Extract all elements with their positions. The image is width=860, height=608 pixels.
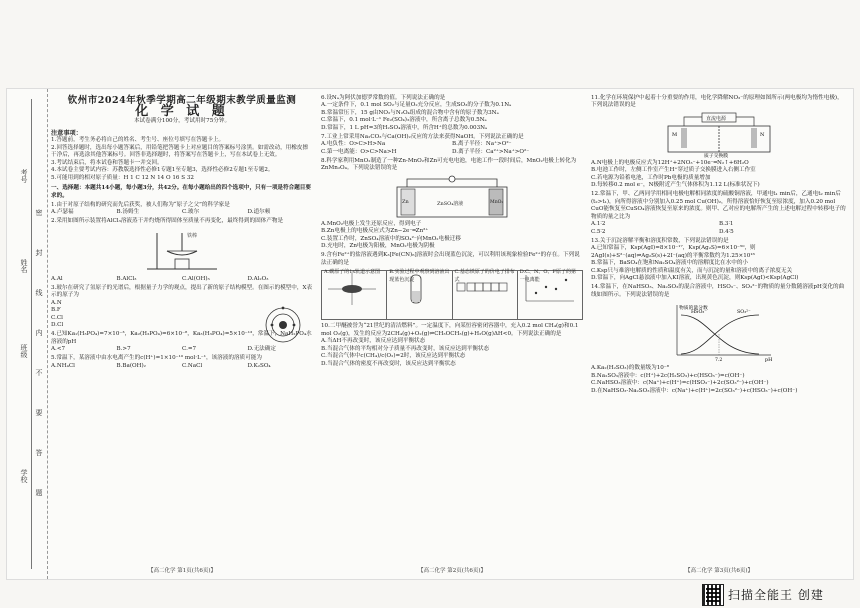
option: B.Ba(OH)₂ [116, 362, 146, 369]
option: D.K₂SO₄ [247, 362, 271, 369]
seal-char: 内 [35, 329, 43, 336]
option: A.当ΔH不再改变时，该反应达到平衡状态 [321, 338, 426, 344]
question-stem: 7.工业上常采用Na₂CO₃与Ca(OH)₂反应的方法来获得NaOH。下列说法正确的是 [321, 133, 524, 140]
option: C.Al(OH)₃ [182, 275, 210, 282]
option: D.Cl [51, 322, 64, 328]
option: D.Al₂O₃ [247, 275, 269, 282]
option: B.电池工作时，左侧工作室产生H⁺穿过质子交换膜进入右侧工作室 [591, 167, 756, 173]
option: B.Na₂SO₃溶液中：c(H⁺)+2c(H₂SO₃)+c(HSO₃⁻)=c(OH⁻) [591, 372, 745, 379]
evaporation-apparatus-diagram [127, 229, 237, 273]
option: C.玻尔 [182, 209, 200, 215]
option: D.充电时，Zn电极为阳极，MnO₂电极为阴极 [321, 243, 435, 249]
atom-model-diagram [263, 305, 303, 345]
seal-char: 线 [35, 289, 43, 296]
distribution-curve-plot [659, 301, 779, 363]
seal-char: 不 [35, 369, 43, 376]
plot-tick-label: 7.2 [715, 358, 723, 363]
option: A.一定条件下，0.1 mol SO₂与足量O₂充分反应，生成SO₃的分子数为0.1Nₐ [321, 102, 512, 108]
binding-label-school: 学校 [20, 469, 28, 483]
seal-char: 题 [35, 489, 43, 496]
question-6 [321, 95, 583, 133]
figure-cell-d [518, 271, 582, 319]
figure-caption: A.碳原子的1s轨道示意图 [324, 269, 380, 275]
figure-table [321, 270, 583, 320]
figure-cell-b [387, 271, 452, 319]
option: C.装置工作时，ZnSO₄溶液中的SO₄²⁻向MnO₂电极迁移 [321, 235, 461, 242]
electrode-label-zn: Zn [402, 198, 409, 205]
option: B.当混合气体的平均相对分子质量不再改变时，该反应达到平衡状态 [321, 345, 490, 352]
option: C.常温下，0.1 mol·L⁻¹ Fe₂(SO₄)₃溶液中，所含离子总数为0.5Nₐ [321, 117, 487, 123]
notice-item: 1.答题前，考生务必将自己的姓名、考生号、座位号填写在答题卡上。 [51, 137, 225, 143]
option: B.离子半径：Na⁺>O²⁻ [452, 141, 512, 147]
option: B.>7 [116, 346, 131, 352]
seal-char: 答 [35, 449, 43, 456]
curve-label-so3: SO₃²⁻ [737, 310, 751, 315]
qr-code-icon [702, 584, 724, 606]
electrode-label-m: M [672, 131, 678, 138]
scanner-watermark: 扫描全能王 创建 [728, 588, 824, 602]
notice-item: 2.回答选择题时，选出每小题答案后，用铅笔把答题卡上对应题目的答案标号涂黑。如需改动，用橡皮擦干净后，再选涂其他答案标号。回答非选择题时，将答案写在答题卡上，写在本试卷上无效。 [51, 144, 309, 158]
option: D.无法确定 [247, 346, 276, 352]
option: A.Ka₂(H₂SO₃)的数量级为10⁻⁸ [591, 365, 670, 371]
question-13 [591, 238, 847, 283]
page-footer: 【高二化学 第1页(共6页)】 [147, 567, 217, 574]
electrode-label-mno2: MnO₂ [490, 199, 504, 205]
exam-title: 钦州市2024年秋季学期高二年级期末教学质量监测 [67, 95, 297, 106]
question-5 [51, 355, 313, 370]
option: C.第一电离能：O>C>Na>H [321, 148, 397, 155]
exam-info: 本试卷满分100分，考试用时75分钟。 [133, 118, 231, 124]
figure-caption: B.实验过程中观察到溶液出现蓝色沉淀 [389, 269, 450, 283]
binding-label-class: 班级 [20, 344, 28, 358]
binding-label-exam-no: 考号 [20, 169, 28, 183]
plot-xlabel: pH [765, 358, 773, 363]
binding-strip [7, 89, 48, 579]
question-9 [321, 252, 583, 320]
electrolyte-label: ZnSO₄溶液 [437, 200, 464, 207]
section-heading: 一、选择题：本题共14小题，每小题3分，共42分。在每小题给出的四个选项中，只有一项是符合题目要求的。 [51, 185, 311, 199]
question-2 [51, 218, 313, 283]
exam-sheet [6, 88, 854, 580]
page-column-3 [591, 93, 847, 575]
seal-char: 密 [35, 209, 43, 216]
notice-item: 4.本试卷主要考试内容：苏教版选择性必修1专题1至专题3，选择性必修2专题1至专题2。 [51, 167, 274, 173]
question-stem: 10.二甲醚被誉为“21世纪的清洁燃料”。一定温度下，向某恒容密闭容器中，充入0.2 mol CH₄(g)和0.1 mol O₂(g)，发生的反应为2CH₄(g)+O₂(g)⇌CH₃OCH₃(g)+H₂O(g)ΔH<0。下列说法正确的是 [321, 323, 579, 337]
option: B.Zn电极上的电极反应式为Zn−2e⁻═Zn²⁺ [321, 228, 429, 234]
option: A.MnO₂电极上发生还原反应，得到电子 [321, 220, 422, 227]
option: D.在NaHSO₃-Na₂SO₃溶液中：c(Na⁺)+c(H⁺)=2c(SO₃²⁻)+c(HSO₃⁻)+c(OH⁻) [591, 387, 798, 394]
subject-title: 化 学 试 题 [135, 103, 229, 119]
question-stem: 1.由于对原子结构的研究而先后获奖，被人们称为“原子之父”的科学家是 [51, 201, 230, 208]
diagram-label: 铁棒 [187, 232, 198, 239]
notice-item: 3.考试结束后，将本试卷和答题卡一并交回。 [51, 159, 163, 166]
page-column-2 [321, 93, 583, 575]
option: C.5∶2 [591, 228, 606, 235]
option: A.Al [51, 275, 63, 282]
question-stem: 5.常温下，某溶液中由水电离产生的c(H⁺)=1×10⁻¹⁰ mol·L⁻¹，该溶液的溶质可能为 [51, 355, 262, 361]
curve-label-hso3: HSO₃⁻ [691, 310, 707, 315]
option: D.当混合气体的密度不再改变时，该反应达到平衡状态 [321, 360, 456, 367]
question-3 [51, 285, 313, 330]
option: D.道尔顿 [247, 209, 271, 215]
figure-caption: C.基态铁原子的价电子排布式 [454, 269, 515, 283]
option: D.常温下，1 L pH=3的H₂SO₄溶液中，所含H⁺的总数为0.003Nₐ [321, 124, 488, 131]
option: B.常温常压下，15 g由NO₂与N₂O₄组成的混合物中含有的原子数为3Nₐ [321, 109, 499, 116]
notice-item: 5.可能用到的相对原子质量：H 1 C 12 N 14 O 16 S 32 [51, 174, 194, 181]
option: C.若电源为铅蓄电池，工作时Pb电极的质量增加 [591, 174, 711, 181]
question-stem: 2.采用如图所示装置将AlCl₃溶液蒸干并灼烧所得固体至质量不再变化，最终得到的固体产物是 [51, 218, 284, 224]
battery-diagram [387, 175, 517, 219]
option: C.Cl [51, 314, 63, 321]
option: D.每转移0.2 mol e⁻，N极附近产生气体体积为1.12 L(标准状况下) [591, 182, 760, 188]
binding-label-name: 姓名 [20, 259, 28, 273]
figure-cell-a [322, 271, 387, 319]
question-11 [591, 95, 847, 190]
option: B.AlCl₃ [116, 275, 137, 282]
option: B.F [51, 307, 61, 313]
option: C.Ksp只与难溶电解质的性质和温度有关，而与沉淀的量和溶液中的离子浓度无关 [591, 267, 793, 274]
question-stem: 3.玻尔在研究了氢原子的光谱后，根据量子力学的观点，提出了新的原子结构模型。在图示的模型中，X表示的原子为 [51, 284, 313, 298]
seal-char: 要 [35, 409, 43, 416]
question-12 [591, 191, 847, 236]
question-stem: 11.化学在环境保护中起着十分重要的作用，电化学降解NO₃⁻的原理如图所示(两电极均为惰性电极)，下列说法错误的是 [591, 94, 843, 108]
page-footer: 【高二化学 第2页(共6页)】 [417, 567, 487, 574]
option: C.当混合气体中c(CH₄)/c(O₂)=2时，该反应达到平衡状态 [321, 353, 466, 359]
option: B.3∶1 [719, 221, 734, 227]
option: A.电负性：O>C>H>Na [321, 141, 386, 147]
question-stem: 13.关于沉淀溶解平衡和溶度积常数，下列说法错误的是 [591, 237, 729, 244]
option: C.NaHSO₃溶液中：c(Na⁺)+c(H⁺)=c(HSO₃⁻)+2c(SO₃²⁻)+c(OH⁻) [591, 380, 769, 386]
question-1 [51, 202, 313, 217]
question-10 [321, 323, 583, 368]
option: A.卢瑟福 [51, 209, 74, 215]
option: D.离子半径：Ca²⁺>Na⁺>O²⁻ [452, 148, 530, 155]
option: A.已知常温下，Ksp(AgI)=8×10⁻¹⁷，Ksp(Ag₂S)=6×10⁻⁵⁰，则2AgI(s)+S²⁻(aq)⇌Ag₂S(s)+2I⁻(aq)的平衡常数约为1.25×10¹⁶ [591, 245, 756, 259]
option: D.4∶5 [719, 228, 734, 235]
option: C.=7 [182, 346, 197, 352]
question-stem: 12.常温下，甲、乙两同学用相同电极电解相同浓度的硫酸铜溶液，甲通电t₁ min后，乙通电t₂ min后(t₂>t₁)，向所得溶液中分别加入0.25 mol Cu(OH)₂，所得溶液恰好恢复至原浓度，加入0.20 mol CuO能恢复至CuSO₄溶液恢复至原来的浓度。则甲、乙对应的电解所产生的上述电解过程中转移电子的物质的量之比为 [591, 191, 846, 220]
binding-line [31, 99, 32, 569]
figure-caption: D.C、N、O、F原子的第一电离能 [519, 269, 576, 283]
option: A.<7 [51, 346, 66, 352]
option: A.N [51, 299, 62, 306]
question-stem: 9.含有Fe²⁺的盐溶液遇到K₃[Fe(CN)₆]溶液时会出现蓝色沉淀，可以利用该现象检验Fe²⁺的存在。下列说法正确的是 [321, 252, 580, 266]
question-stem: 6.设Nₐ为阿伏加德罗常数的值。下列说法正确的是 [321, 94, 446, 101]
plot-ylabel: 物质的量分数 [679, 306, 708, 311]
page-footer: 【高二化学 第3页(共6页)】 [684, 567, 754, 574]
notice-title: 注意事项： [51, 129, 82, 137]
option: C.NaCl [182, 362, 203, 369]
option: A.NH₄Cl [51, 362, 75, 369]
page-column-1 [51, 93, 313, 575]
option: D.常温下，向AgCl悬浊液中加入KI溶液，出现黄色沉淀，则Ksp(AgI)<Ksp(AgCl) [591, 275, 799, 281]
membrane-label: 质子交换膜 [704, 153, 728, 158]
question-7 [321, 134, 583, 157]
question-stem: 4.已知Ka₁(H₃PO₄)=7×10⁻³，Ka₂(H₃PO₄)=6×10⁻⁸，Ka₃(H₃PO₄)=5×10⁻¹³，常温下，NaH₂PO₄水溶液的pH [51, 331, 312, 345]
question-14 [591, 284, 847, 395]
option: B.常温下，BaSO₄在饱和Na₂SO₄溶液中的溶解度比在水中的小 [591, 260, 749, 266]
question-stem: 14.常温下，在NaHSO₃、Na₂SO₃的混合溶液中，HSO₃⁻、SO₃²⁻的物质的量分数随溶液pH变化的曲线如图所示。下列说法错误的是 [591, 284, 845, 298]
figure-cell-c [453, 271, 518, 319]
electrolysis-cell-diagram [654, 112, 784, 158]
electrode-label-n: N [760, 131, 765, 138]
option: A.1∶2 [591, 221, 606, 227]
power-source-label: 直流电源 [706, 115, 727, 122]
option: B.汤姆生 [116, 209, 140, 215]
question-stem: 8.科学家利用MnO₂制造了一种Zn-MnO₂和Zn可充电电池，电池工作一段时间后，MnO₂电极上转化为ZnMn₂O₄。下列说法错误的是 [321, 157, 577, 171]
seal-char: 封 [35, 249, 43, 256]
option: A.N电极上的电极反应式为12H⁺+2NO₃⁻+10e⁻═N₂↑+6H₂O [591, 159, 749, 166]
question-8 [321, 158, 583, 251]
